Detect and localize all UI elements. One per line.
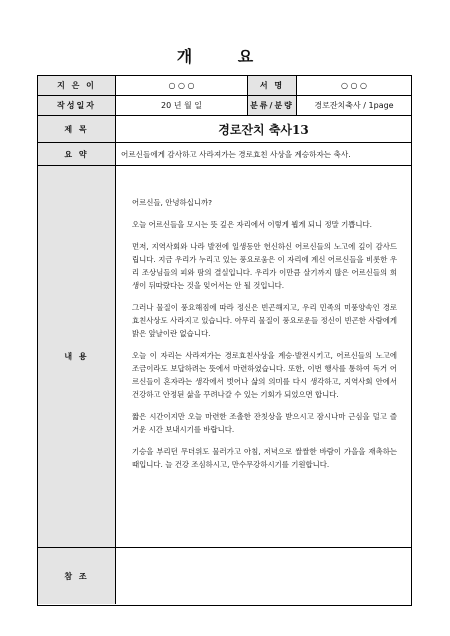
- content-body: [116, 166, 411, 547]
- author-row: [38, 76, 411, 96]
- sign-label: 서 명: [247, 76, 297, 95]
- date-row: [38, 96, 411, 116]
- author-label: 지 은 이: [38, 76, 116, 95]
- content-row: [38, 166, 411, 548]
- reference-label: 참 조: [38, 548, 116, 604]
- summary-row: [38, 143, 411, 166]
- reference-value: [116, 548, 411, 604]
- paragraph: 오늘 이 자리는 사라져가는 경로효친사상을 계승·발전시키고, 어르신들의 노고에 조금이라도 보답하려는 뜻에서 마련하였습니다. 또한, 이번 행사를 통하여 독거 어르신들이 혼자라는 생각에서 벗어나 삶의 의미를 다시 생각하고, 지역사회 안에서 건강하고 안정된 삶을 꾸려나갈 수 있는 기회가 되었으면 합니다.: [132, 351, 397, 399]
- paragraph: 오늘 어르신들을 모시는 뜻 깊은 자리에서 이렇게 뵙게 되니 정말 기쁩니다.: [132, 220, 373, 229]
- paragraph: 먼저, 지역사회와 나라 발전에 일생동안 헌신하신 어르신들의 노고에 깊이 감사드립니다. 지금 우리가 누리고 있는 풍요로움은 이 자리에 계신 어르신들을 비롯한 우리 조상님들의 피와 땀의 결실입니다. 우리가 이만큼 살기까지 많은 어르신들의 희생이 뒤따랐다는 것을 잊어서는 안 될 것입니다.: [132, 242, 397, 290]
- paragraph: 기승을 부리던 무더위도 물러가고 아침, 저녁으로 쌀쌀한 바람이 가을을 재촉하는 때입니다. 늘 건강 조심하시고, 만수무강하시기를 기원합니다.: [132, 447, 397, 469]
- page-title: 개 요: [176, 47, 274, 66]
- reference-row: [38, 548, 411, 604]
- author-value: ○ ○ ○: [168, 81, 195, 90]
- content-label: 내 용: [38, 166, 116, 547]
- form-table: [37, 75, 412, 606]
- paragraph: 짧은 시간이지만 오늘 마련한 조촐한 잔칫상을 받으시고 잠시나마 근심을 덜고 즐거운 시간 보내시기를 바랍니다.: [132, 412, 397, 434]
- subject-value: 경로잔치 축사13: [218, 122, 309, 137]
- subject-label: 제 목: [38, 116, 116, 142]
- paragraph: 그러나 물질이 풍요해짐에 따라 정신은 빈곤해지고, 우리 민족의 미풍양속인 경로효친사상도 사라지고 있습니다. 아무리 물질이 풍요로운들 정신이 빈곤한 사람에게 밝은 앞날이란 없습니다.: [132, 303, 397, 338]
- category-label: 분류/분량: [247, 96, 297, 115]
- category-value: 경로잔치축사 / 1page: [314, 101, 394, 110]
- paragraph: 어르신들, 안녕하십니까?: [132, 198, 213, 207]
- subject-row: [38, 116, 411, 143]
- date-label: 작성일자: [38, 96, 116, 115]
- date-value: 20 년 월 일: [161, 101, 202, 110]
- sign-value: ○ ○ ○: [340, 81, 368, 90]
- summary-label: 요 약: [38, 143, 116, 165]
- summary-value: 어르신들에게 감사하고 사라져가는 경로효친 사상을 계승하자는 축사.: [121, 149, 351, 159]
